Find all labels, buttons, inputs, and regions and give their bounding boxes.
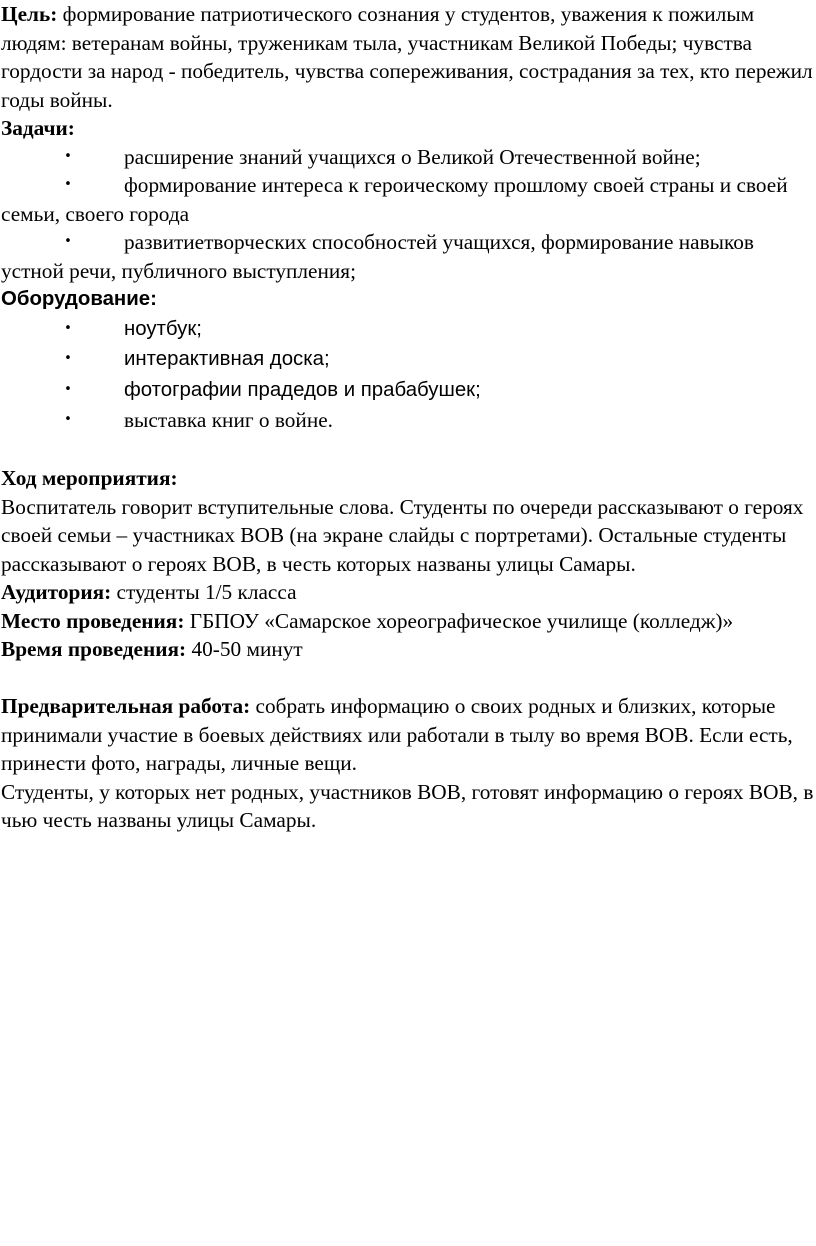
equipment-item-text: фотографии прадедов и прабабушек;	[124, 378, 481, 401]
task-item-text: развитиетворческих способностей учащихся, формирование навыков устной речи, публичного выступления;	[1, 230, 754, 283]
tasks-heading: Задачи:	[1, 116, 75, 140]
list-item	[1, 405, 816, 436]
duration-line	[1, 635, 816, 664]
list-item	[1, 171, 816, 228]
list-item	[1, 344, 816, 375]
bullet-icon: •	[64, 381, 72, 397]
bullet-icon: •	[64, 234, 72, 249]
equipment-item-text: ноутбук;	[124, 317, 202, 340]
bullet-icon: •	[64, 148, 72, 164]
audience-line	[1, 578, 816, 607]
duration-text: 40-50 минут	[186, 637, 303, 661]
tasks-list	[1, 143, 816, 286]
goal-paragraph	[1, 0, 816, 114]
list-item	[1, 375, 816, 406]
venue-line	[1, 607, 816, 636]
event-heading: Ход мероприятия:	[1, 466, 178, 490]
list-item	[1, 314, 816, 345]
equipment-list	[1, 314, 816, 436]
audience-text: студенты 1/5 класса	[111, 580, 297, 604]
venue-text: ГБПОУ «Самарское хореографическое училище (колледж)»	[184, 608, 734, 633]
equipment-item-text: интерактивная доска;	[124, 348, 330, 370]
audience-label: Аудитория:	[1, 580, 112, 604]
duration-label: Время проведения:	[1, 637, 187, 661]
goal-label: Цель:	[1, 2, 58, 26]
list-item	[1, 228, 816, 285]
goal-text: формирование патриотического сознания у студентов, уважения к пожилым людям: ветеранам войны, труженикам тыла, участникам Великой Победы; чувства гордости за народ - победитель, чувства сопереживания, сострадания за тех, кто пережил годы войны.	[1, 2, 813, 112]
spacer	[1, 664, 816, 693]
equipment-item-text: выставка книг о войне.	[124, 408, 333, 432]
event-text: Воспитатель говорит вступительные слова. Студенты по очереди рассказывают о героях своей семьи – участниках ВОВ (на экране слайды с портретами). Остальные студенты рассказывают о героях ВОВ, в честь которых названы улицы Самары.	[1, 494, 804, 576]
prep-label: Предварительная работа:	[1, 694, 251, 718]
prep-paragraph-2: Студенты, у которых нет родных, участников ВОВ, готовят информацию о героях ВОВ, в чью честь названы улицы Самары.	[1, 779, 814, 832]
venue-label: Место проведения:	[1, 608, 185, 633]
task-item-text: расширение знаний учащихся о Великой Отечественной войне;	[124, 144, 701, 169]
bullet-icon: •	[64, 177, 72, 192]
prep-paragraph	[1, 692, 816, 778]
task-item-text: формирование интереса к героическому прошлому своей страны и своей семьи, своего города	[1, 173, 788, 226]
prep-text: собрать информацию о своих родных и близких, которые принимали участие в боевых действиях или работали в тылу во время ВОВ. Если есть, принести фото, награды, личные вещи.	[1, 694, 793, 775]
bullet-icon: •	[64, 412, 72, 427]
bullet-icon: •	[64, 320, 72, 336]
list-item	[1, 143, 816, 172]
equipment-heading: Оборудование:	[1, 288, 157, 310]
bullet-icon: •	[64, 351, 72, 366]
spacer	[1, 436, 816, 465]
